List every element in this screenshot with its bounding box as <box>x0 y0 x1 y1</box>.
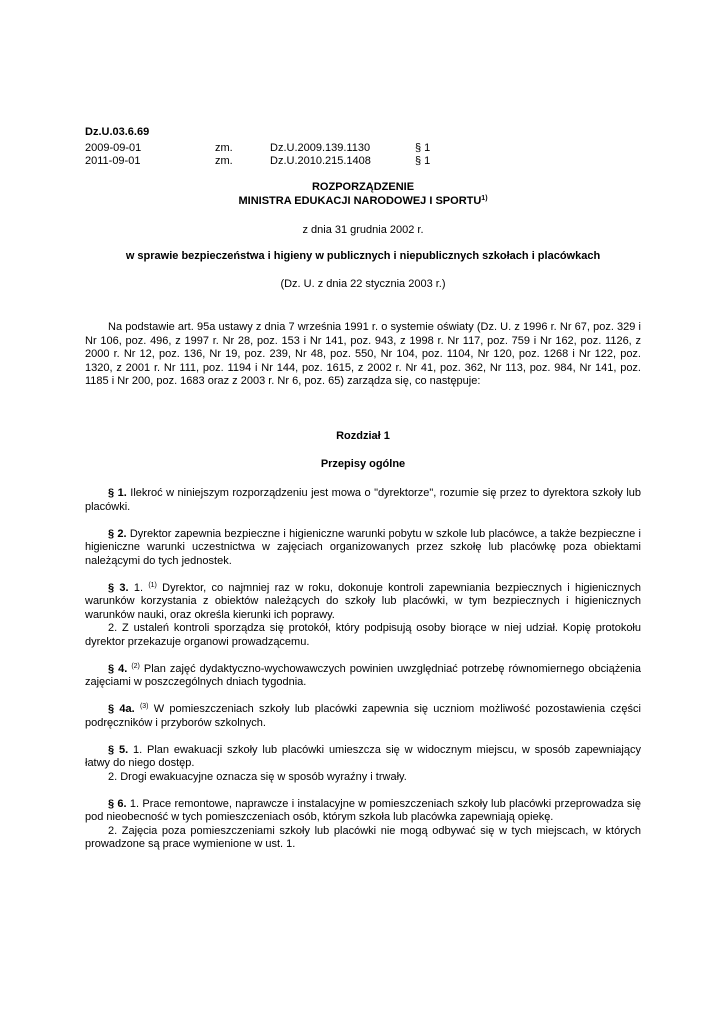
section-mark: § 4a. <box>108 703 135 715</box>
publication-info: (Dz. U. z dnia 22 stycznia 2003 r.) <box>280 278 446 290</box>
section-text: Plan zajęć dydaktyczno-wychowawczych powinien uwzględniać potrzebę równomiernego obciążenia zajęciami w poszczególnych dniach tygodnia. <box>85 662 641 688</box>
section-text: 1. Plan ewakuacji szkoły lub placówki umieszcza się w widocznym miejscu, w sposób zapewniający łatwy do niego dostęp. <box>85 743 641 769</box>
section-mark: § 3. <box>108 581 129 594</box>
section-mark: § 2. <box>108 527 127 540</box>
section-text: 1. Prace remontowe, naprawcze i instalacyjne w pomieszczeniach szkoły lub placówki przeprowadza się pod nieobecność w tych pomieszczeniach osób, którym szkoła lub placówka zapewniają opiekę. <box>85 797 641 823</box>
section-mark: § 6. <box>108 797 127 810</box>
section-mark: § 5. <box>108 743 129 756</box>
section-text: W pomieszczeniach szkoły lub placówki zapewnia się uczniom możliwość pozostawienia części podręczników i przyborów szkolnych. <box>85 703 641 729</box>
section-4a <box>85 703 641 730</box>
amendment-type: zm. <box>215 142 233 154</box>
act-subject: w sprawie bezpieczeństwa i higieny w publicznych i niepublicznych szkołach i placówkach <box>125 250 601 262</box>
document-id: Dz.U.03.6.69 <box>85 126 150 138</box>
amendment-row <box>85 155 485 169</box>
section-mark: § 1. <box>108 487 127 499</box>
amendment-ref: Dz.U.2010.215.1408 <box>270 155 371 167</box>
section-2 <box>85 528 641 569</box>
footnote-marker: (3) <box>139 703 149 710</box>
section-mark: § 4. <box>108 662 128 675</box>
amendment-type: zm. <box>215 155 233 167</box>
act-date: z dnia 31 grudnia 2002 r. <box>302 224 424 236</box>
section-3 <box>85 582 641 623</box>
section-text: Dyrektor zapewnia bezpieczne i higieniczne warunki pobytu w szkole lub placówce, a także bezpieczne i higieniczne warunki uczestnictwa w zajęciach organizowanych przez szkołę lub placówkę poza obiektami należącymi do tych jednostek. <box>85 527 641 567</box>
preamble <box>85 321 641 389</box>
issuing-authority-text: MINISTRA EDUKACJI NARODOWEJ I SPORTU <box>238 195 482 207</box>
preamble-text: Na podstawie art. 95a ustawy z dnia 7 września 1991 r. o systemie oświaty (Dz. U. z 1996 r. Nr 67, poz. 329 i Nr 106, poz. 496, z 1997 r. Nr 28, poz. 153 i Nr 141, poz. 943, z 1998 r. Nr 117, poz. 759 i Nr 162, poz. 1126, z 2000 r. Nr 12, poz. 136, Nr 19, poz. 239, Nr 48, poz. 550, Nr 104, poz. 1104, Nr 120, poz. 1268 i Nr 122, poz. 1320, z 2001 r. Nr 111, poz. 1194 i Nr 144, poz. 1615, z 2002 r. Nr 41, poz. 362, Nr 113, poz. 984, Nr 141, poz. 1185 i Nr 200, poz. 1683 oraz z 2003 r. Nr 6, poz. 65) zarządza się, co następuje: <box>85 321 641 387</box>
footnote-marker: 1) <box>481 195 488 202</box>
amendment-ref: Dz.U.2009.139.1130 <box>270 142 371 154</box>
amendment-row <box>85 142 485 156</box>
sections-body <box>85 487 641 852</box>
chapter-title: Przepisy ogólne <box>320 458 406 470</box>
amendment-section: § 1 <box>415 142 431 154</box>
amendment-date: 2011-09-01 <box>85 155 141 167</box>
amendment-date: 2009-09-01 <box>85 142 142 154</box>
amendment-section: § 1 <box>415 155 431 167</box>
section-text: Dyrektor, co najmniej raz w roku, dokonuje kontroli zapewniania bezpiecznych i higienicznych warunków korzystania z obiektów należących do szkoły lub placówki, w tym bezpiecznych i higienicznych warunków nauki, oraz określa kierunki ich poprawy. <box>85 581 641 621</box>
act-type: ROZPORZĄDZENIE <box>311 181 415 193</box>
section-6-item-2: 2. Zajęcia poza pomieszczeniami szkoły lub placówki nie mogą odbywać się w tych miejscach, w których prowadzone są prace wymienione w ust. 1. <box>85 824 641 850</box>
chapter-number: Rozdział 1 <box>336 430 390 442</box>
issuing-authority <box>85 195 641 209</box>
section-5 <box>85 744 641 771</box>
section-lead: 1. <box>128 581 149 594</box>
section-5-item-2: 2. Drogi ewakuacyjne oznacza się w sposób wyraźny i trwały. <box>108 770 407 783</box>
section-text: Ilekroć w niniejszym rozporządzeniu jest mowa o "dyrektorze", rozumie się przez to dyrektora szkoły lub placówki. <box>85 487 641 513</box>
section-1 <box>85 487 641 514</box>
section-3-item-2: 2. Z ustaleń kontroli sporządza się protokół, który podpisują osoby biorące w niej udział. Kopię protokołu dyrektor przekazuje organowi prowadzącemu. <box>85 622 641 648</box>
section-6 <box>85 798 641 825</box>
footnote-marker: (2) <box>131 662 140 670</box>
section-4 <box>85 663 641 690</box>
footnote-marker: (1) <box>148 581 157 589</box>
